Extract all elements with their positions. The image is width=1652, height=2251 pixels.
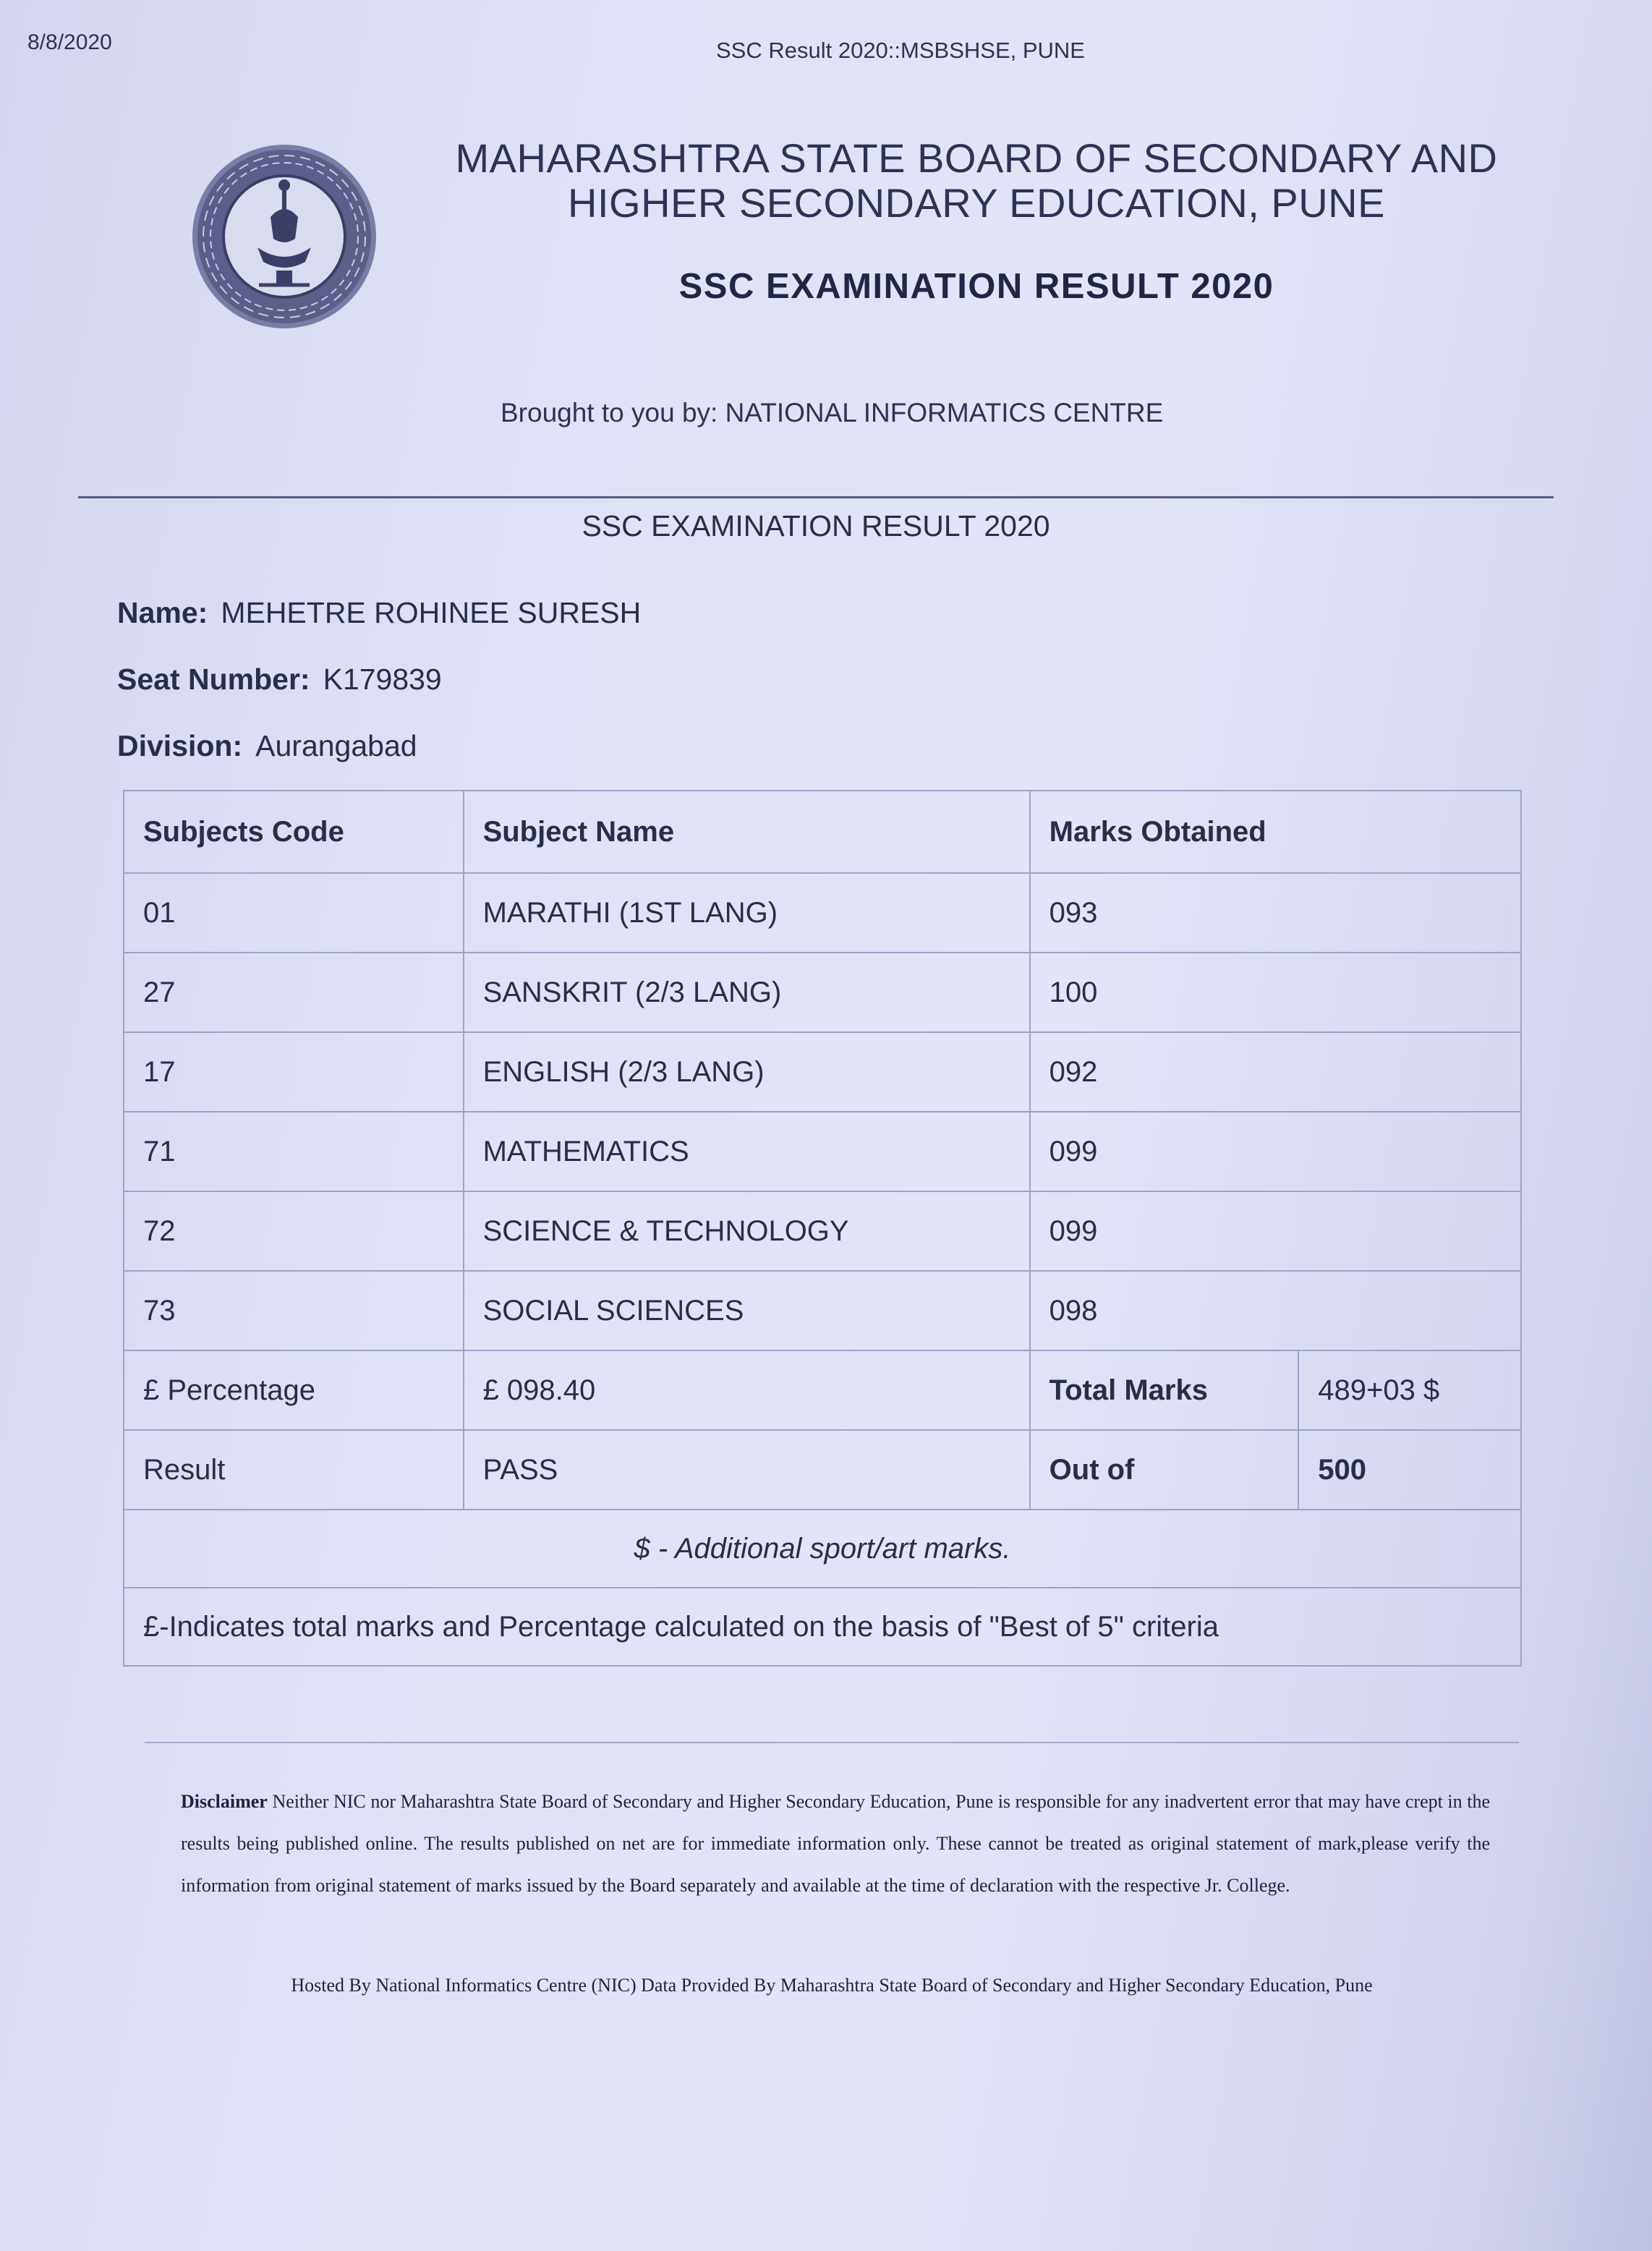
divider bbox=[145, 1742, 1519, 1743]
subject-code: 72 bbox=[124, 1191, 464, 1271]
hosted-by-text: Hosted By National Informatics Centre (NIC) Data Provided By Maharashtra State Board of Secondary and Higher Secondary Education, Pune bbox=[291, 1975, 1373, 1996]
result-row bbox=[124, 1430, 1521, 1510]
student-name-line bbox=[117, 596, 641, 630]
table-header-row bbox=[124, 791, 1521, 873]
subject-name: ENGLISH (2/3 LANG) bbox=[464, 1032, 1030, 1112]
division-value: Aurangabad bbox=[255, 729, 417, 762]
subject-name: SOCIAL SCIENCES bbox=[464, 1271, 1030, 1350]
subject-name: MARATHI (1ST LANG) bbox=[464, 873, 1030, 953]
board-title bbox=[405, 136, 1548, 226]
table-row bbox=[124, 1271, 1521, 1350]
table-row bbox=[124, 1112, 1521, 1191]
out-of-label: Out of bbox=[1030, 1430, 1299, 1510]
result-section-title: SSC EXAMINATION RESULT 2020 bbox=[582, 509, 1050, 542]
student-name: MEHETRE ROHINEE SURESH bbox=[221, 596, 642, 629]
division-label: Division: bbox=[117, 729, 243, 762]
table-row bbox=[124, 873, 1521, 953]
name-label: Name: bbox=[117, 596, 208, 629]
subject-name: SANSKRIT (2/3 LANG) bbox=[464, 953, 1030, 1032]
subject-name: SCIENCE & TECHNOLOGY bbox=[464, 1191, 1030, 1271]
print-date: 8/8/2020 bbox=[27, 30, 112, 54]
out-of-value: 500 bbox=[1298, 1430, 1521, 1510]
marks-obtained: 099 bbox=[1030, 1112, 1521, 1191]
brought-by-text: Brought to you by: NATIONAL INFORMATICS CENTRE bbox=[501, 398, 1164, 427]
table-row bbox=[124, 1191, 1521, 1271]
header-subject-name: Subject Name bbox=[464, 791, 1030, 873]
seat-number: K179839 bbox=[323, 663, 442, 696]
result-label: Result bbox=[124, 1430, 464, 1510]
board-title-line-2: HIGHER SECONDARY EDUCATION, PUNE bbox=[568, 180, 1385, 226]
subject-code: 17 bbox=[124, 1032, 464, 1112]
marks-table bbox=[123, 790, 1522, 1667]
subject-code: 73 bbox=[124, 1271, 464, 1350]
sport-note-row bbox=[124, 1510, 1521, 1588]
exam-title: SSC EXAMINATION RESULT 2020 bbox=[678, 267, 1274, 306]
subject-code: 71 bbox=[124, 1112, 464, 1191]
total-marks-value: 489+03 $ bbox=[1298, 1350, 1521, 1430]
percentage-value: £ 098.40 bbox=[464, 1350, 1030, 1430]
seat-number-label: Seat Number: bbox=[117, 663, 310, 696]
subject-name: MATHEMATICS bbox=[464, 1112, 1030, 1191]
marks-obtained: 098 bbox=[1030, 1271, 1521, 1350]
header-marks-obtained: Marks Obtained bbox=[1030, 791, 1521, 873]
print-page-title: SSC Result 2020::MSBSHSE, PUNE bbox=[716, 38, 1085, 63]
disclaimer-text: Neither NIC nor Maharashtra State Board of Secondary and Higher Secondary Education, Pune is responsible for any inadvertent error that may have crept in the results being published online. The results published on net are for immediate information only. These cannot be treated as original statement of mark,please verify the information from original statement of marks issued by the Board separately and available at the time of declaration with the respective Jr. College. bbox=[181, 1791, 1490, 1896]
divider bbox=[78, 496, 1554, 498]
marks-obtained: 100 bbox=[1030, 953, 1521, 1032]
marks-obtained: 092 bbox=[1030, 1032, 1521, 1112]
best-of-five-note-row bbox=[124, 1588, 1521, 1666]
board-title-line-1: MAHARASHTRA STATE BOARD OF SECONDARY AND bbox=[455, 135, 1498, 181]
division-line bbox=[117, 729, 417, 763]
disclaimer-label: Disclaimer bbox=[181, 1791, 268, 1812]
subject-code: 01 bbox=[124, 873, 464, 953]
seat-number-line bbox=[117, 663, 442, 697]
sport-marks-note: $ - Additional sport/art marks. bbox=[124, 1510, 1521, 1588]
subject-code: 27 bbox=[124, 953, 464, 1032]
disclaimer bbox=[181, 1781, 1490, 1907]
table-row bbox=[124, 953, 1521, 1032]
table-row bbox=[124, 1032, 1521, 1112]
result-value: PASS bbox=[464, 1430, 1030, 1510]
header-subject-code: Subjects Code bbox=[124, 791, 464, 873]
percentage-row bbox=[124, 1350, 1521, 1430]
marks-obtained: 093 bbox=[1030, 873, 1521, 953]
marks-obtained: 099 bbox=[1030, 1191, 1521, 1271]
best-of-five-note: £-Indicates total marks and Percentage calculated on the basis of "Best of 5" criteria bbox=[124, 1588, 1521, 1666]
board-seal-icon bbox=[190, 142, 379, 331]
percentage-label: £ Percentage bbox=[124, 1350, 464, 1430]
total-marks-label: Total Marks bbox=[1030, 1350, 1299, 1430]
